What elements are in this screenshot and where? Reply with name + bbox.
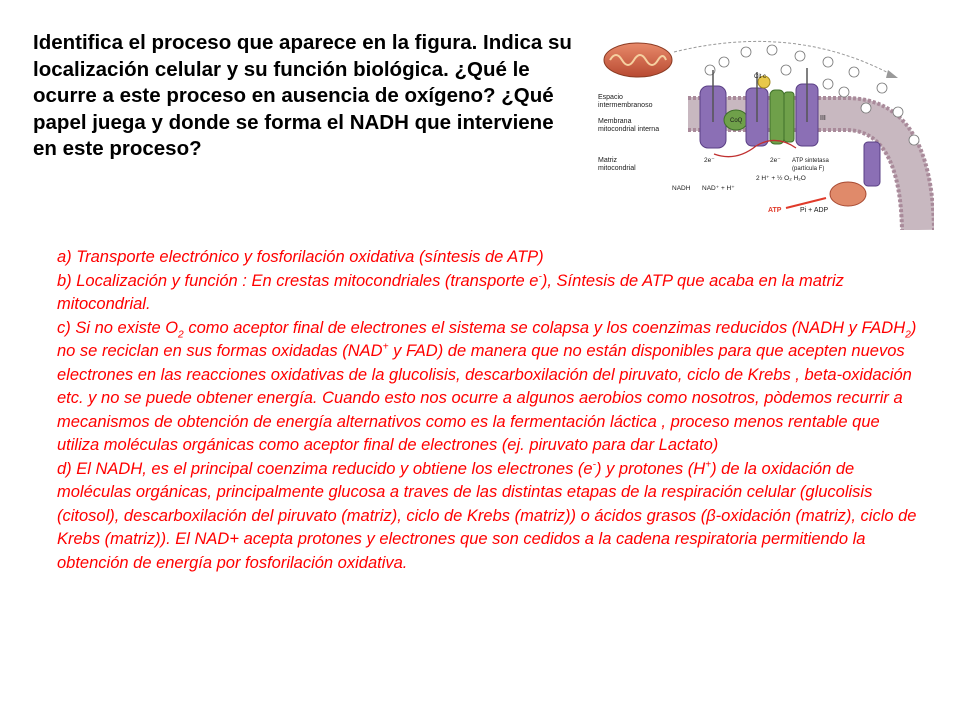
- answer-c: c) Si no existe $O_2$ como aceptor final de electrones el sistema se colapsa y los coenzimas reducidos (NADH y $FADH_2$) no se reciclan en sus formas oxidadas (NAD+ y FAD) de manera que no están disponibles para que acepten nuevos electrones en las reacciones oxidativas de la glucolisis, descarboxilación del piruvato, ciclo de Krebs , beta-oxidación etc. y no se puede obtener energía. Cuando esto nos ocurre a algunos aerobios como nosotros, pòdemos recurrir a mecanismos de obtención de energía alternativos como es la fermentación láctica , proceso menos rentable que utiliza moléculas orgánicas como aceptor final de electrones (ej. piruvato para dar Lactato): [57, 318, 917, 454]
- svg-text:mitocondrial: mitocondrial: [598, 165, 636, 172]
- svg-text:2 H⁺ + ½ O₂ H₂O: 2 H⁺ + ½ O₂ H₂O: [756, 175, 806, 182]
- svg-text:CoQ: CoQ: [730, 118, 743, 124]
- svg-text:NADH: NADH: [672, 185, 691, 192]
- question-text: Identifica el proceso que aparece en la figura. Indica su localización celular y su función biológica. ¿Qué le ocurre a este proceso en ausencia de oxígeno? ¿Qué papel juega y donde se forma el NADH que interviene en este proceso?: [33, 31, 572, 160]
- electron-transport-chain-figure: [596, 22, 934, 230]
- answer-d: d) El NADH, es el principal coenzima reducido y obtiene los electrones (e-) y protones (H+) de la oxidación de moléculas orgánicas, principalmente glucosa a traves de las distintas etapas de la respiración celular (glucolisis (citosol), descarboxilación del piruvato (matriz), ciclo de Krebs (matriz)) o ácidos grasos (β-oxidación (matriz), ciclo de Krebs (matriz)). El NAD+ acepta protones y electrones que son cedidos a la cadena respiratoria permitiendo la obtención de energía por fosforilación oxidativa.: [57, 459, 917, 572]
- svg-text:Matriz: Matriz: [598, 157, 618, 164]
- svg-text:mitocondrial interna: mitocondrial interna: [598, 126, 660, 133]
- svg-text:NAD⁺ + H⁺: NAD⁺ + H⁺: [702, 185, 735, 192]
- svg-text:ATP sintetasa: ATP sintetasa: [792, 158, 829, 164]
- answer-block: [57, 246, 917, 575]
- svg-text:Espacio: Espacio: [598, 94, 623, 101]
- answer-b: b) Localización y función : En crestas mitocondriales (transporte e-), Síntesis de ATP que acaba en la matriz mitocondrial.: [57, 271, 844, 313]
- svg-text:III: III: [820, 115, 826, 122]
- svg-text:(partícula F): (partícula F): [792, 166, 825, 172]
- complex-iii: [784, 92, 794, 142]
- svg-text:ATP: ATP: [768, 207, 782, 214]
- svg-text:intermembranoso: intermembranoso: [598, 102, 653, 109]
- svg-text:Cit c: Cit c: [754, 74, 766, 80]
- svg-text:Pi + ADP: Pi + ADP: [800, 207, 829, 214]
- svg-text:Membrana: Membrana: [598, 118, 632, 125]
- svg-text:2e⁻: 2e⁻: [770, 157, 781, 164]
- complex-green: [770, 90, 784, 144]
- svg-text:2e⁻: 2e⁻: [704, 157, 715, 164]
- mitochondrion-icon: [604, 43, 672, 77]
- answer-a: a) Transporte electrónico y fosforilación oxidativa (síntesis de ATP): [57, 248, 544, 266]
